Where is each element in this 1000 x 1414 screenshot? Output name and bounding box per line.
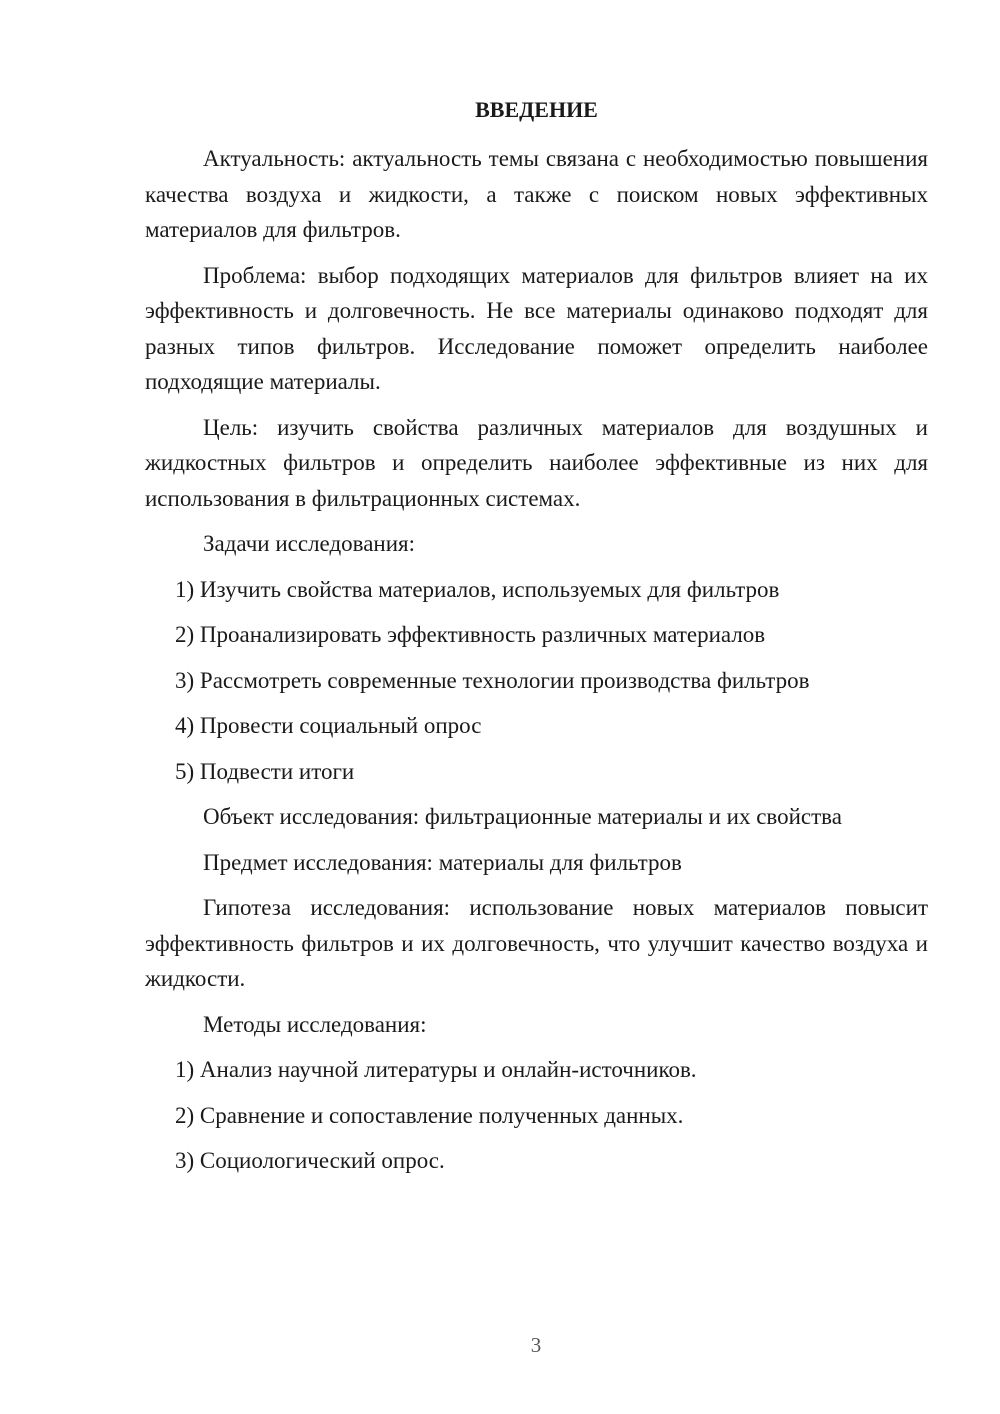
subject-line: Предмет исследования: материалы для фильтров [203, 849, 682, 875]
method-item: 2) Сравнение и сопоставление полученных данных. [175, 1102, 684, 1128]
problem-paragraph: Проблема: выбор подходящих материалов для фильтров влияет на их эффективность и долговечность. Не все материалы одинаково подходят для разных типов фильтров. Исследование поможет определить наиболее подходящие материалы. [145, 262, 928, 394]
methods-heading: Методы исследования: [203, 1011, 427, 1037]
object-line: Объект исследования: фильтрационные материалы и их свойства [203, 804, 842, 829]
goal-paragraph: Цель: изучить свойства различных материалов для воздушных и жидкостных фильтров и определить наиболее эффективные из них для использования в фильтрационных системах. [145, 414, 928, 511]
document-body [145, 94, 928, 1189]
task-item: 5) Подвести итоги [175, 758, 355, 784]
task-item: 4) Провести социальный опрос [175, 713, 482, 738]
page-number: 3 [530, 1333, 542, 1357]
hypothesis-paragraph: Гипотеза исследования: использование новых материалов повысит эффективность фильтров и их долговечность, что улучшит качество воздуха и жидкости. [145, 895, 928, 991]
tasks-heading: Задачи исследования: [203, 531, 416, 556]
method-item: 1) Анализ научной литературы и онлайн-источников. [175, 1057, 697, 1082]
method-item: 3) Социологический опрос. [175, 1148, 445, 1173]
document-title: ВВЕДЕНИЕ [475, 97, 598, 122]
relevance-paragraph: Актуальность: актуальность темы связана с необходимостью повышения качества воздуха и жидкости, а также с поиском новых эффективных материалов для фильтров. [145, 146, 928, 242]
task-item: 2) Проанализировать эффективность различных материалов [175, 622, 766, 647]
task-item: 1) Изучить свойства материалов, используемых для фильтров [175, 576, 780, 602]
task-item: 3) Рассмотреть современные технологии производства фильтров [175, 667, 810, 693]
